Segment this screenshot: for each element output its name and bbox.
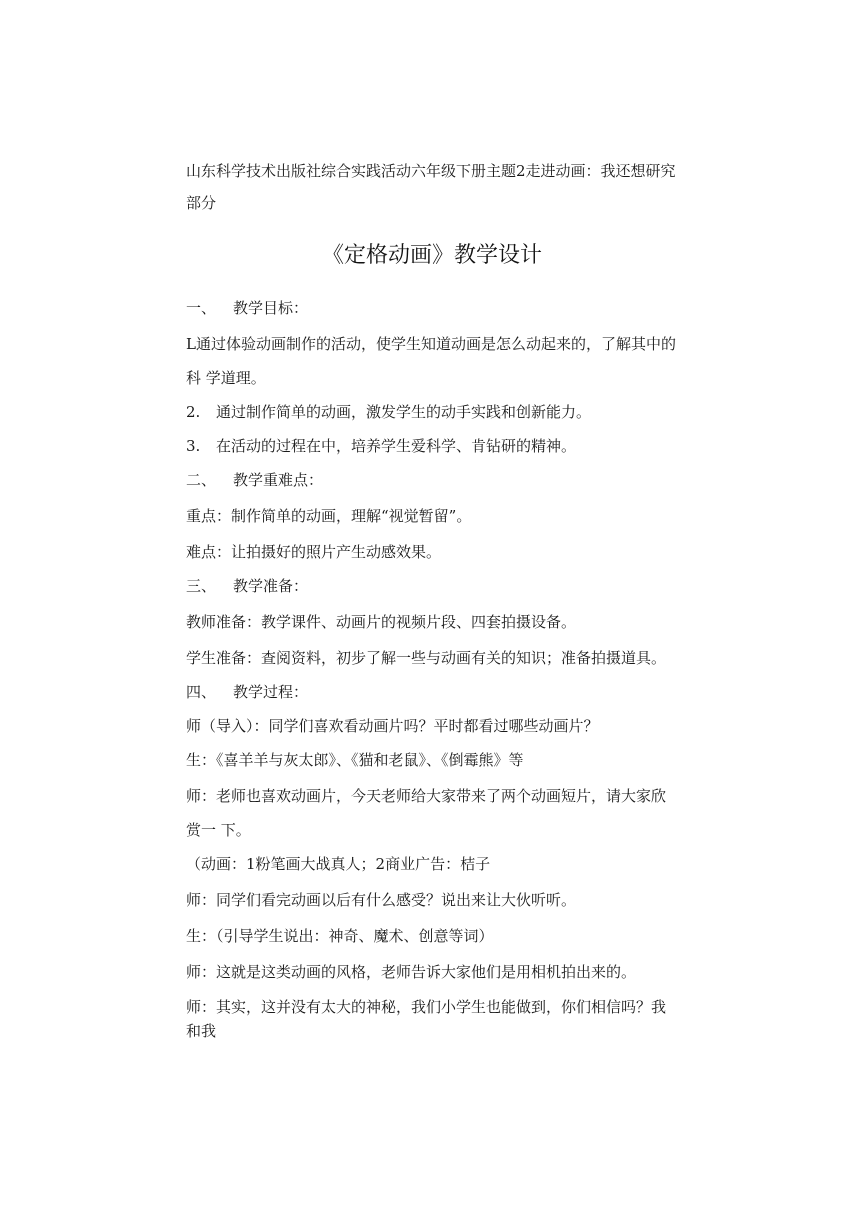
section-number: 二、 (186, 471, 217, 489)
section-heading-key-points (186, 465, 678, 495)
section-heading-process (186, 677, 678, 707)
process-line-7: 师：这就是这类动画的风格，老师告诉大家他们是用相机拍出来的。 (186, 963, 637, 981)
process-line-3: 师：老师也喜欢动画片，今天老师给大家带来了两个动画短片，请大家欣赏一 下。 (186, 787, 667, 839)
process-line-5: 师：同学们看完动画以后有什么感受？说出来让大伙听听。 (186, 891, 577, 909)
section-label: 教学重难点： (233, 471, 324, 489)
intro-text: 山东科学技术出版社综合实践活动六年级下册主题2走进动画：我还想研究部分 (186, 162, 676, 212)
section-number: 四、 (186, 683, 217, 701)
section-label: 教学过程： (233, 683, 309, 701)
process-line-6: 生：（引导学生说出：神奇、魔术、创意等词） (186, 927, 494, 945)
section-label: 教学目标： (233, 299, 309, 317)
process-line-1: 师（导入）：同学们喜欢看动画片吗？平时都看过哪些动画片？ (186, 717, 599, 735)
goal-item-3 (186, 431, 678, 461)
prep-student: 学生准备：查阅资料，初步了解一些与动画有关的知识；准备拍摄道具。 (186, 649, 667, 667)
process-line-2: 生：《喜羊羊与灰太郎》、《猫和老鼠》、《倒霉熊》等 (186, 751, 524, 769)
goal-text: 通过制作简单的动画，激发学生的动手实践和创新能力。 (216, 403, 592, 421)
section-heading-goals (186, 293, 678, 323)
goal-number: 3. (186, 437, 201, 455)
section-number: 一、 (186, 299, 217, 317)
process-line-4: （动画：1粉笔画大战真人；2商业广告：桔子 (186, 855, 491, 873)
goal-text: 在活动的过程在中，培养学生爱科学、肯钻研的精神。 (216, 437, 577, 455)
goal-item-2 (186, 397, 678, 427)
process-line-8: 师：其实，这并没有太大的神秘，我们小学生也能做到，你们相信吗？我和我 (186, 998, 667, 1040)
section-heading-preparation (186, 571, 678, 601)
section-number: 三、 (186, 577, 217, 595)
document-body (186, 155, 678, 1043)
section-label: 教学准备： (233, 577, 309, 595)
prep-teacher: 教师准备：教学课件、动画片的视频片段、四套拍摄设备。 (186, 613, 577, 631)
key-point-focus: 重点：制作简单的动画，理解“视觉暂留”。 (186, 507, 472, 525)
key-point-difficulty: 难点：让拍摄好的照片产生动感效果。 (186, 543, 442, 561)
goal-number: 2. (186, 403, 201, 421)
document-title: 《定格动画》教学设计 (321, 243, 542, 268)
goal-item-1: L通过体验动画制作的活动，使学生知道动画是怎么动起来的，了解其中的科 学道理。 (186, 335, 676, 387)
